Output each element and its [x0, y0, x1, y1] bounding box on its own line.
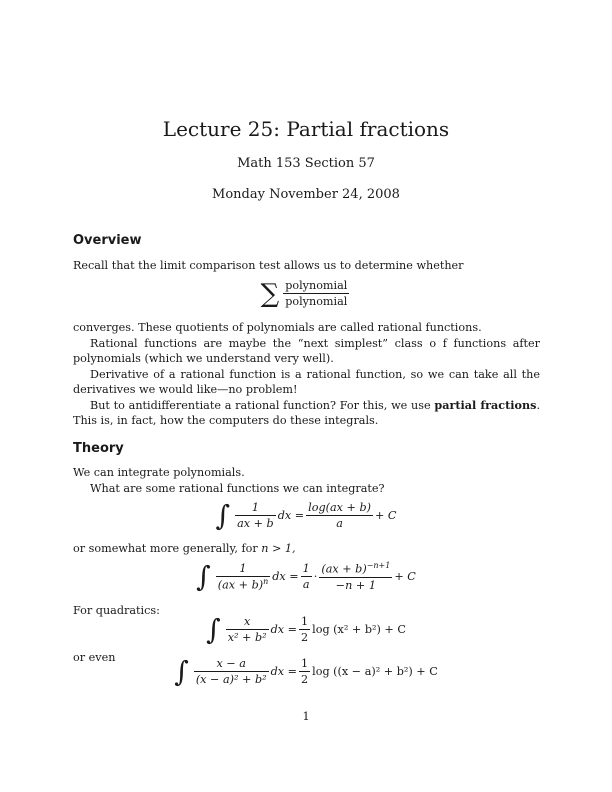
- eq4-half: [299, 656, 310, 687]
- eq4-half-numerator: 1: [301, 657, 309, 670]
- eq2-denominator: [216, 576, 271, 593]
- integral-symbol: ∫: [215, 498, 231, 532]
- date-line: Monday November 24, 2008: [212, 187, 400, 202]
- eq3-denominator: x² + b²: [227, 631, 267, 645]
- eq3-half-numerator: 1: [301, 615, 309, 628]
- eq2-constant: + C: [394, 570, 416, 584]
- eq4-numerator: x − a: [216, 657, 246, 670]
- theory-paragraph-4: For quadratics:: [73, 604, 160, 617]
- eq1-denominator: ax + b: [237, 517, 274, 531]
- eq4-dx: dx =: [270, 665, 298, 679]
- overview-paragraph-5: [73, 398, 540, 428]
- overview-heading: Overview: [73, 233, 142, 248]
- eq2-denominator-exponent: n: [263, 577, 269, 587]
- eq1-rhs-numerator: log(ax + b): [308, 501, 371, 514]
- eq1-rhs-denominator: a: [306, 515, 373, 531]
- summation-symbol: ∑: [260, 278, 280, 309]
- eq2-power-fraction: [319, 561, 392, 593]
- theory-paragraph-2: What are some rational functions we can integrate?: [90, 482, 385, 495]
- overview-p5-pre: But to antidifferentiate a rational function? For this, we use: [90, 399, 435, 412]
- eq2-denominator-base: (ax + b): [217, 578, 264, 592]
- overview-paragraph-3: Rational functions are maybe the “next simplest” class o f functions after polynomials (which we understand very well).: [73, 337, 540, 366]
- partial-fractions-term: partial fractions: [434, 398, 537, 412]
- eq2-dx: dx =: [272, 570, 299, 584]
- eq3-half: [299, 614, 310, 645]
- eq1-constant: + C: [374, 509, 397, 523]
- eq2-integrand: [216, 561, 271, 593]
- overview-paragraph-2: converges. These quotients of polynomials are called rational functions.: [73, 321, 482, 334]
- eq2-coefficient: [301, 561, 312, 592]
- sum-numerator: polynomial: [285, 279, 348, 292]
- theory-p3-condition: n > 1,: [261, 542, 296, 555]
- theory-paragraph-3: [73, 541, 540, 556]
- sum-equation: [0, 278, 612, 309]
- eq2-dot: ·: [313, 570, 318, 584]
- eq3-dx: dx =: [270, 623, 298, 637]
- integral-symbol: ∫: [196, 559, 211, 593]
- eq3-half-denominator: 2: [301, 631, 309, 645]
- integral-symbol: ∫: [174, 654, 189, 688]
- theory-paragraph-5: or even: [73, 651, 116, 664]
- eq2-coef-numerator: 1: [302, 562, 310, 576]
- overview-p5-post: . This is, in fact, how the computers do these integrals.: [73, 399, 540, 428]
- eq3-integrand: [226, 614, 269, 645]
- theory-heading: Theory: [73, 441, 124, 456]
- eq2-power-denominator: −n + 1: [319, 577, 392, 593]
- eq2-numerator: 1: [239, 562, 247, 575]
- eq3-log-term: log (x² + b²) + C: [312, 623, 406, 637]
- eq2-power-exponent: −n+1: [366, 561, 391, 570]
- integral-equation-2: [0, 561, 612, 593]
- theory-p3-pre: or somewhat more generally, for: [73, 542, 262, 555]
- eq1-integrand: [235, 500, 276, 531]
- eq2-coef-denominator: a: [301, 576, 312, 592]
- page-title: Lecture 25: Partial fractions: [162, 117, 450, 141]
- sum-fraction: [283, 278, 349, 309]
- integral-equation-1: [0, 500, 612, 531]
- eq1-numerator: 1: [251, 501, 259, 514]
- eq2-power-base: (ax + b): [321, 562, 367, 576]
- overview-paragraph-1: Recall that the limit comparison test allows us to determine whether: [73, 259, 464, 272]
- eq1-dx: dx =: [277, 509, 305, 523]
- eq4-log-term: log ((x − a)² + b²) + C: [312, 665, 438, 679]
- eq3-numerator: x: [244, 615, 251, 628]
- course-line: Math 153 Section 57: [237, 156, 375, 171]
- page-number: 1: [302, 710, 310, 723]
- integral-equation-4: [0, 656, 612, 687]
- eq4-denominator: (x − a)² + b²: [195, 673, 267, 687]
- eq4-integrand: [194, 656, 269, 687]
- eq1-rhs: [306, 500, 373, 531]
- theory-paragraph-1: We can integrate polynomials.: [73, 466, 245, 479]
- sum-denominator: polynomial: [285, 295, 348, 309]
- eq2-power-numerator: [319, 561, 392, 577]
- integral-symbol: ∫: [206, 612, 221, 646]
- eq4-half-denominator: 2: [301, 673, 309, 687]
- integral-equation-3: [0, 614, 612, 645]
- overview-paragraph-4: Derivative of a rational function is a rational function, so we can take all the derivatives we would like—no problem!: [73, 368, 540, 397]
